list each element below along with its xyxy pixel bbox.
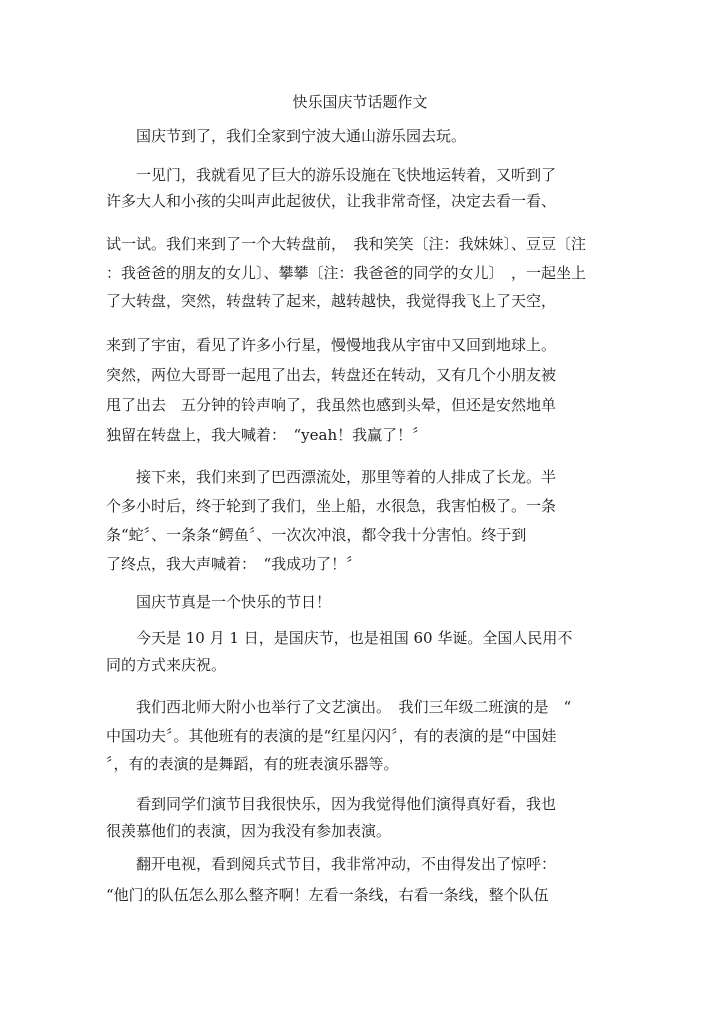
text-line: 来到了宇宙，看见了许多小行星，慢慢地我从宇宙中又回到地球上。 xyxy=(106,336,557,354)
text-line: 一见门，我就看见了巨大的游乐设施在飞快地运转着，又听到了 xyxy=(106,166,557,184)
text-line: 翻开电视，看到阅兵式节目，我非常冲动，不由得发出了惊呼： xyxy=(106,855,557,873)
text-line: ：我爸爸的朋友的女儿〕、攀攀〔注：我爸爸的同学的女儿〕 ，一起坐上 xyxy=(106,264,587,282)
text-line: 了大转盘，突然，转盘转了起来，越转越快，我觉得我飞上了天空， xyxy=(106,292,557,310)
text-line: 接下来，我们来到了巴西漂流处，那里等着的人排成了长龙。半 xyxy=(106,468,557,486)
text-line: 试一试。我们来到了一个大转盘前， 我和笑笑〔注：我妹妹〕、豆豆〔注 xyxy=(106,235,587,253)
text-line: 国庆节到了，我们全家到宁波大通山游乐园去玩。 xyxy=(106,127,467,145)
text-line: 个多小时后，终于轮到了我们，坐上船，水很急，我害怕极了。一条 xyxy=(106,497,557,515)
text-line: 甩了出去 五分钟的铃声响了，我虽然也感到头晕，但还是安然地单 xyxy=(106,396,557,414)
text-line: 条“蛇〞、一条条“鳄鱼〞、一次次冲浪，都令我十分害怕。终于到 xyxy=(106,526,527,544)
text-line: 突然，两位大哥哥一起甩了出去，转盘还在转动，又有几个小朋友被 xyxy=(106,366,557,384)
text-line: 同的方式来庆祝。 xyxy=(106,656,227,674)
text-line: 我们西北师大附小也举行了文艺演出。 我们三年级二班演的是 “ xyxy=(106,698,572,716)
text-line: 今天是 10 月 1 日，是国庆节，也是祖国 60 华诞。全国人民用不 xyxy=(106,629,573,647)
text-line: 了终点，我大声喊着： “我成功了！〞 xyxy=(106,555,362,573)
text-line: “他门的队伍怎么那么整齐啊！左看一条线，右看一条线，整个队伍 xyxy=(106,886,549,904)
text-line: 看到同学们演节目我很快乐，因为我觉得他们演得真好看，我也 xyxy=(106,795,557,813)
text-line: 独留在转盘上，我大喊着： “yeah！我赢了！〞 xyxy=(106,426,428,444)
text-line: 很羡慕他们的表演，因为我没有参加表演。 xyxy=(106,822,392,840)
text-line: 中国功夫〞。其他班有的表演的是“红星闪闪〞，有的表演的是“中国娃 xyxy=(106,727,557,745)
text-line: 国庆节真是一个快乐的节日！ xyxy=(106,593,332,611)
text-line: 〞，有的表演的是舞蹈，有的班表演乐器等。 xyxy=(106,755,399,773)
text-line: 许多大人和小孩的尖叫声此起彼伏，让我非常奇怪，决定去看一看、 xyxy=(106,192,557,210)
document-title: 快乐国庆节话题作文 xyxy=(292,93,428,111)
